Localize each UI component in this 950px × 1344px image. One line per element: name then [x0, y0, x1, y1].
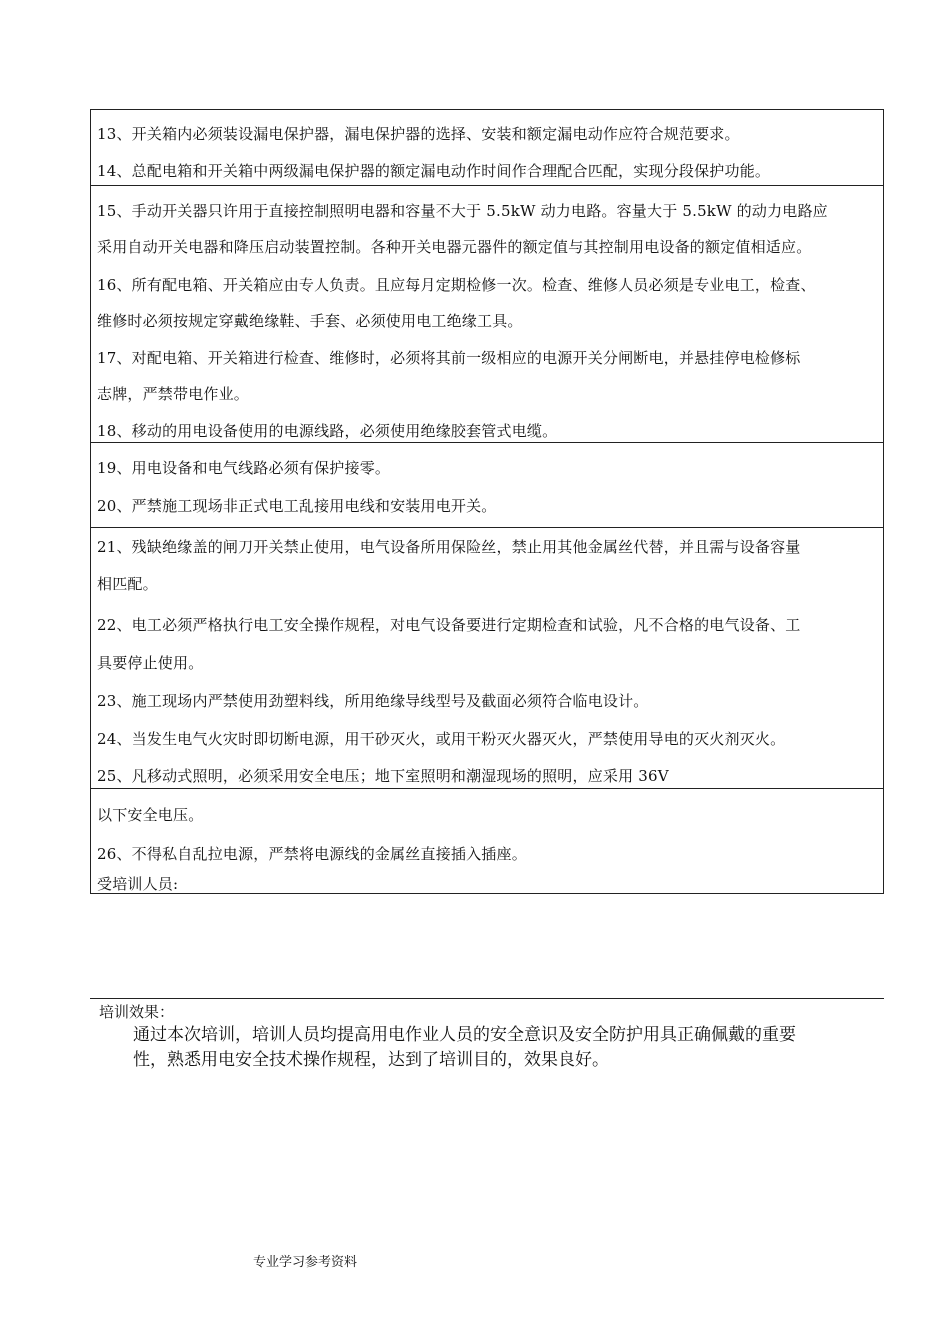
- section-box-4: [90, 527, 884, 789]
- effect-label: 培训效果：: [99, 1003, 175, 1021]
- rule-21-line-1: 21、残缺绝缘盖的闸刀开关禁止使用，电气设备所用保险丝，禁止用其他金属丝代替，并且需与设备容量: [97, 538, 801, 556]
- rule-19: 19、用电设备和电气线路必须有保护接零。: [97, 459, 391, 477]
- rule-17-line-1: 17、对配电箱、开关箱进行检查、维修时，必须将其前一级相应的电源开关分闸断电，并悬挂停电检修标: [97, 349, 801, 367]
- trainees-label: 受培训人员:: [97, 875, 179, 893]
- rule-16-line-2: 维修时必须按规定穿戴绝缘鞋、手套、必须使用电工绝缘工具。: [97, 312, 523, 330]
- rule-26: 26、不得私自乱拉电源，严禁将电源线的金属丝直接插入插座。: [97, 845, 527, 863]
- rule-17-line-2: 志牌，严禁带电作业。: [97, 385, 250, 403]
- rule-14: 14、总配电箱和开关箱中两级漏电保护器的额定漏电动作时间作合理配合匹配，实现分段保护功能。: [97, 162, 771, 180]
- rule-15-line-2: 采用自动开关电器和降压启动装置控制。各种开关电器元器件的额定值与其控制用电设备的额定值相适应。: [97, 238, 812, 256]
- rule-22-line-2: 具要停止使用。: [97, 654, 204, 672]
- effect-line-1: 通过本次培训，培训人员均提高用电作业人员的安全意识及安全防护用具正确佩戴的重要: [133, 1025, 796, 1045]
- section-box-5: [90, 788, 884, 894]
- rule-13: 13、开关箱内必须装设漏电保护器，漏电保护器的选择、安装和额定漏电动作应符合规范要求。: [97, 125, 740, 143]
- rule-25-line-1: 25、凡移动式照明，必须采用安全电压；地下室照明和潮湿现场的照明，应采用 36V: [97, 767, 669, 785]
- rule-20: 20、严禁施工现场非正式电工乱接用电线和安装用电开关。: [97, 497, 497, 515]
- rule-16-line-1: 16、所有配电箱、开关箱应由专人负责。且应每月定期检修一次。检查、维修人员必须是专业电工，检查、: [97, 276, 816, 294]
- rule-23: 23、施工现场内严禁使用劲塑料线，所用绝缘导线型号及截面必须符合临电设计。: [97, 692, 649, 710]
- rule-15-line-1: 15、手动开关器只许用于直接控制照明电器和容量不大于 5.5kW 动力电路。容量大于 5.5kW 的动力电路应: [97, 202, 828, 220]
- rule-25-line-2: 以下安全电压。: [97, 806, 204, 824]
- page-footer: 专业学习参考资料: [253, 1255, 358, 1270]
- rule-21-line-2: 相匹配。: [97, 575, 158, 593]
- effect-line-2: 性，熟悉用电安全技术操作规程，达到了培训目的，效果良好。: [133, 1050, 609, 1070]
- rule-18: 18、移动的用电设备使用的电源线路，必须使用绝缘胶套管式电缆。: [97, 422, 558, 440]
- effect-divider: [90, 998, 884, 999]
- rule-22-line-1: 22、电工必须严格执行电工安全操作规程，对电气设备要进行定期检查和试验，凡不合格的电气设备、工: [97, 616, 801, 634]
- rule-24: 24、当发生电气火灾时即切断电源，用干砂灭火，或用干粉灭火器灭火，严禁使用导电的灭火剂灭火。: [97, 730, 786, 748]
